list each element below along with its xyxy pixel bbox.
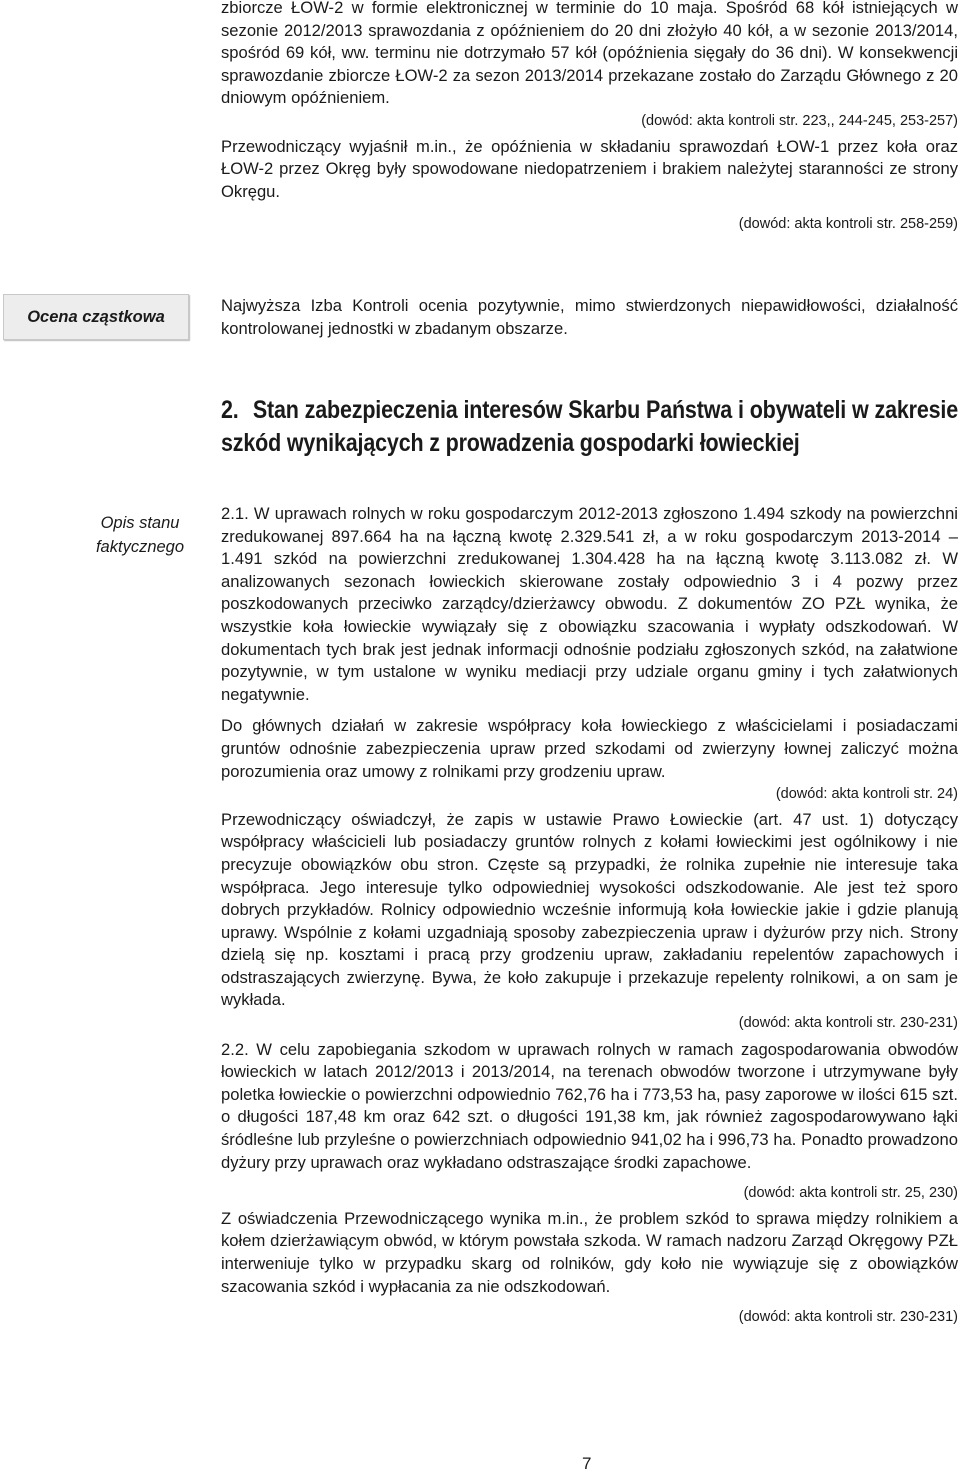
paragraph: Z oświadczenia Przewodniczącego wynika m.in., że problem szkód to sprawa między rolnikiem a kołem dzierżawiącym obwód, w którym powstała szkoda. W ramach nadzoru Zarząd Okręgowy PZŁ interweniuje tylko w przypadku skarg od rolników, gdy koło nie wywiązuje się z obowiązków szacowania szkód i wypłacania za nie odszkodowań.: [221, 1208, 958, 1296]
paragraph: 2.2. W celu zapobiegania szkodom w uprawach rolnych w ramach zagospodarowania obwodów łowieckich w latach 2012/2013 i 2013/2014, na terenach obwodów tworzone i utrzymywane były poletka łowieckie o powierzchni odpowiednio 762,76 ha i 773,53 ha, pasy zaporowe w ilości 615 szt. o długości 187,48 km oraz 642 szt. o długości 191,38 km, jak również zagospodarowywano łąki śródleśne lub przyleśne o powierzchniach odpowiednio 941,02 ha i 996,73 ha. Ponadto prowadzono dyżury przy uprawach oraz wykładano odstraszające środki zapachowe.: [221, 1039, 958, 1172]
section-title: Stan zabezpieczenia interesów Skarbu Państwa i obywateli w zakresie szkód wynikających z prowadzenia gospodarki łowieckiej: [221, 396, 959, 457]
section-heading: [221, 394, 958, 460]
paragraph: Do głównych działań w zakresie współpracy koła łowieckiego z właścicielami i posiadaczami gruntów odnośnie zabezpieczenia upraw przed szkodami od zwierzyny łownej zaliczyć można porozumienia oraz umowy z rolnikami przy grodzeniu upraw.: [221, 716, 958, 781]
evidence-reference: (dowód: akta kontroli str. 258-259): [738, 216, 958, 233]
assessment-label: Ocena cząstkowa: [27, 307, 165, 326]
evidence-reference: (dowód: akta kontroli str. 230-231): [738, 1015, 958, 1032]
paragraph: 2.1. W uprawach rolnych w roku gospodarczym 2012-2013 zgłoszono 1.494 szkody na powierzchni zredukowanej 897.664 ha na łączną kwotę 2.329.541 zł, a w roku gospodarczym 2013-2014 – 1.491 szkód na powierzchni zredukowanej 1.304.428 ha na łączną kwotę 3.113.082 zł. W analizowanych sezonach łowieckich skierowane zostały odpowiednio 3 i 4 pozwy przez poszkodowanych przeciwko zarządcy/dzierżawcy obwodu. Z dokumentów ZO PZŁ wynika, że wszystkie koła łowieckie wywiązały się z obowiązku szacowania i wypłaty odszkodowań. W dokumentach tych brak jest jednak informacji odnośnie podziału zgłoszonych szkód, na załatwione pozytywnie, w tym ustalone w wyniku mediacji przy udziale organu gminy i tych załatwionych negatywnie.: [221, 504, 958, 704]
paragraph: Przewodniczący wyjaśnił m.in., że opóźnienia w składaniu sprawozdań ŁOW-1 przez koła oraz ŁOW-2 przez Okręg były spowodowane niedopatrzeniem i brakiem należytej staranności ze strony Okręgu.: [221, 136, 958, 201]
section-number: 2.: [221, 396, 239, 424]
section-body: [221, 503, 958, 1329]
assessment-block: [221, 295, 958, 340]
assessment-text: Najwyższa Izba Kontroli ocenia pozytywnie, mimo stwierdzonych niepawidłowości, działalność kontrolowanej jednostki w zbadanym obszarze.: [221, 296, 958, 338]
top-text-block: [221, 0, 958, 236]
paragraph: zbiorcze ŁOW-2 w formie elektronicznej w terminie do 10 maja. Spośród 68 kół istniejących w sezonie 2012/2013 sprawozdania z opóźnieniem do 20 dni złożyło 40 kół, a w sezonie 2013/2014, spośród 69 kół, ww. terminu nie dotrzymało 57 kół (opóźnienia sięgały do 36 dni). W konsekwencji sprawozdanie zbiorcze ŁOW-2 za sezon 2013/2014 przekazane zostało do Zarządu Głównego z 20 dniowym opóźnieniem.: [221, 0, 958, 108]
evidence-reference: (dowód: akta kontroli str. 25, 230): [743, 1185, 958, 1202]
paragraph: Przewodniczący oświadczył, że zapis w ustawie Prawo Łowieckie (art. 47 ust. 1) dotyczący współpracy właścicieli lub posiadaczy gruntów rolnych z kołami łowieckimi jest ogólnikowy i nie precyzuje obowiązków obu stron. Częste są przypadki, że rolnika zupełnie nie interesuje taka współpraca. Jego interesuje tylko odpowiedniej wysokości odszkodowanie. Ale jest też sporo dobrych przykładów. Rolnicy odpowiednio wcześnie informują koła łowieckie jakie i gdzie planują uprawy. Wspólnie z kołami uzgadniają sposoby zabezpieczenia upraw i dyżurów przy nich. Strony dzielą się np. kosztami i pracą przy grodzeniu upraw, zakładaniu repelentów zapachowych i odstraszających zwierzynę. Bywa, że koło zakupuje i przekazuje repelenty rolnikowi, a on sam je wykłada.: [221, 809, 958, 1010]
evidence-reference: (dowód: akta kontroli str. 223,, 244-245, 253-257): [641, 112, 958, 129]
side-label: Opis stanu faktycznego: [95, 514, 185, 556]
evidence-reference: (dowód: akta kontroli str. 24): [775, 786, 958, 803]
section-heading-block: [221, 394, 958, 460]
page-number: 7: [582, 1454, 592, 1473]
assessment-label-box: [3, 294, 189, 340]
evidence-reference: (dowód: akta kontroli str. 230-231): [738, 1309, 958, 1326]
